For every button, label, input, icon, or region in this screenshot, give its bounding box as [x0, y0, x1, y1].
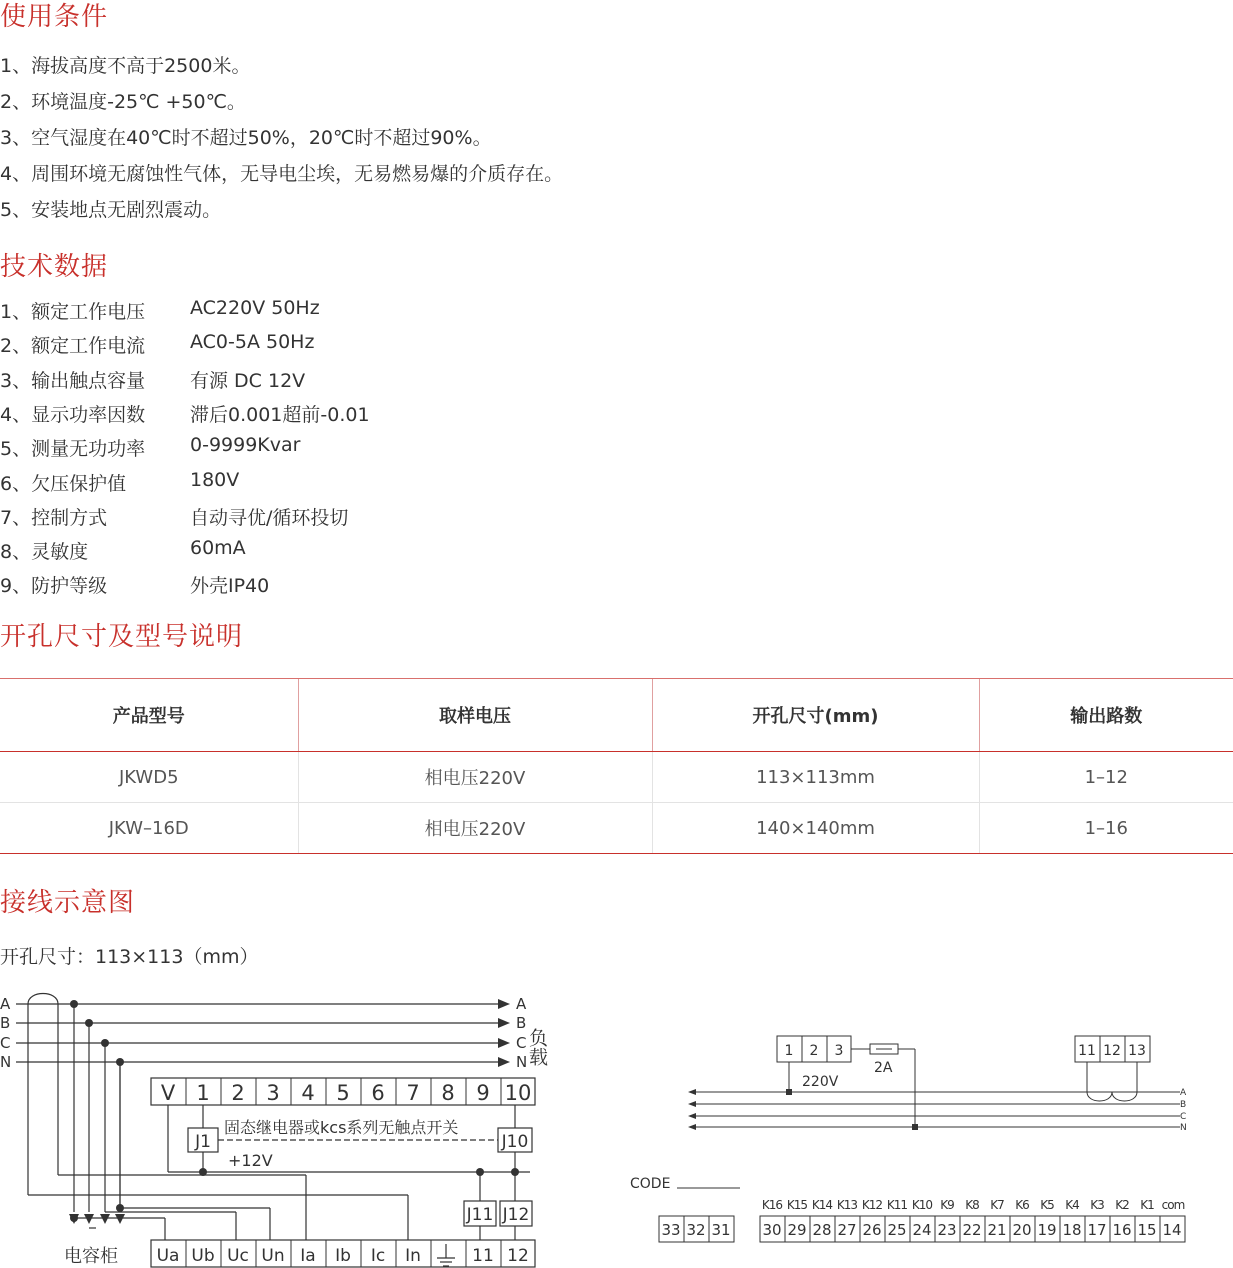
cell-cutout: 140×140mm — [652, 803, 979, 854]
j12-label: J12 — [502, 1205, 530, 1225]
small-terminal: 31 — [711, 1221, 731, 1239]
top-terminal: 4 — [301, 1081, 315, 1105]
tech-label-8: 8、灵敏度 — [0, 541, 89, 563]
top-terminal: 9 — [476, 1081, 490, 1105]
tech-value-6: 180V — [190, 469, 240, 491]
cell-outputs: 1–16 — [979, 803, 1233, 854]
load-label: 负载 — [526, 1028, 548, 1066]
k-label: K7 — [990, 1198, 1004, 1212]
right-phase-c: C — [1180, 1112, 1187, 1122]
k-label: K9 — [940, 1198, 954, 1212]
cell-voltage: 相电压220V — [298, 752, 652, 803]
phase-label-n: N — [0, 1053, 12, 1071]
tech-value-8: 60mA — [190, 537, 246, 559]
main-terminal: 28 — [812, 1221, 832, 1239]
main-terminal: 19 — [1037, 1221, 1057, 1239]
j11-label: J11 — [466, 1205, 494, 1225]
top-terminal: 8 — [441, 1081, 455, 1105]
tech-label-6: 6、欠压保护值 — [0, 473, 127, 495]
condition-item-2: 2、环境温度-25℃ +50℃。 — [0, 91, 246, 113]
bottom-terminal: Ia — [300, 1246, 316, 1266]
main-terminal: 25 — [887, 1221, 907, 1239]
k-label: K2 — [1115, 1198, 1129, 1212]
cell-voltage: 相电压220V — [298, 803, 652, 854]
k-label: K5 — [1040, 1198, 1054, 1212]
load-phase-n: N — [516, 1053, 528, 1071]
col-header-voltage: 取样电压 — [298, 679, 652, 752]
top-terminal: 6 — [371, 1081, 385, 1105]
main-terminal: 27 — [837, 1221, 857, 1239]
k-label: K8 — [965, 1198, 979, 1212]
condition-item-5: 5、安装地点无剧烈震动。 — [0, 199, 222, 221]
tech-value-1: AC220V 50Hz — [190, 297, 320, 319]
col-header-model: 产品型号 — [0, 679, 298, 752]
fuse-label: 2A — [874, 1060, 893, 1076]
k-label: K15 — [786, 1198, 808, 1212]
right-phase-a: A — [1180, 1088, 1187, 1098]
tech-value-9: 外壳IP40 — [190, 575, 270, 597]
top-terminal: 1 — [196, 1081, 210, 1105]
main-terminal: 23 — [937, 1221, 957, 1239]
code-label: CODE — [630, 1176, 671, 1192]
tech-title: 技术数据 — [0, 252, 109, 282]
tech-label-4: 4、显示功率因数 — [0, 404, 146, 426]
cell-cutout: 113×113mm — [652, 752, 979, 803]
tech-value-2: AC0-5A 50Hz — [190, 331, 315, 353]
main-terminal: 24 — [912, 1221, 932, 1239]
k-label: K1 — [1140, 1198, 1154, 1212]
top-terminal: 10 — [504, 1081, 532, 1105]
load-phase-c: C — [516, 1034, 527, 1052]
ct-terminal: 13 — [1128, 1043, 1146, 1059]
capacitor-cabinet-label: 电容柜 — [64, 1246, 118, 1267]
main-terminal: 15 — [1137, 1221, 1157, 1239]
main-terminal: 26 — [862, 1221, 882, 1239]
main-terminal: 29 — [787, 1221, 807, 1239]
cell-model: JKW–16D — [0, 803, 298, 854]
cutout-size-note: 开孔尺寸：113×113（mm） — [0, 946, 259, 968]
k-label: K14 — [811, 1198, 833, 1212]
bottom-terminal: Ub — [191, 1246, 215, 1266]
main-terminal: 20 — [1012, 1221, 1032, 1239]
tech-label-1: 1、额定工作电压 — [0, 301, 146, 323]
table-row — [0, 803, 1233, 854]
supply-terminal: 1 — [784, 1043, 794, 1059]
plus12v-label: +12V — [228, 1151, 273, 1170]
tech-label-5: 5、测量无功功率 — [0, 438, 146, 460]
main-terminal: 30 — [762, 1221, 782, 1239]
col-header-cutout: 开孔尺寸(mm) — [652, 679, 979, 752]
k-label: K11 — [886, 1198, 908, 1212]
bottom-terminal: In — [405, 1246, 421, 1266]
bottom-terminal: 11 — [472, 1246, 494, 1266]
ct-terminal: 11 — [1078, 1043, 1096, 1059]
main-terminal: 17 — [1087, 1221, 1107, 1239]
condition-item-1: 1、海拔高度不高于2500米。 — [0, 55, 251, 77]
supply-terminal: 2 — [809, 1043, 819, 1059]
load-phase-b: B — [516, 1014, 527, 1032]
tech-label-2: 2、额定工作电流 — [0, 335, 146, 357]
j10-label: J10 — [501, 1132, 529, 1152]
models-title: 开孔尺寸及型号说明 — [0, 622, 244, 652]
tech-value-7: 自动寻优/循环投切 — [190, 507, 349, 529]
tech-value-5: 0-9999Kvar — [190, 434, 301, 456]
phase-label-c: C — [0, 1034, 11, 1052]
supply-terminal: 3 — [834, 1043, 844, 1059]
bottom-terminal: Un — [261, 1246, 285, 1266]
bottom-terminal: 12 — [507, 1246, 529, 1266]
k-label: K3 — [1090, 1198, 1104, 1212]
col-header-outputs: 输出路数 — [979, 679, 1233, 752]
tech-label-9: 9、防护等级 — [0, 575, 108, 597]
table-row — [0, 752, 1233, 803]
top-terminal: 3 — [266, 1081, 280, 1105]
right-phase-n: N — [1180, 1123, 1187, 1133]
ct-terminal: 12 — [1103, 1043, 1121, 1059]
main-terminal: 21 — [987, 1221, 1007, 1239]
model-table-header — [0, 679, 1233, 752]
main-terminal: 22 — [962, 1221, 982, 1239]
phase-label-b: B — [0, 1014, 11, 1032]
cell-model: JKWD5 — [0, 752, 298, 803]
k-label: K10 — [911, 1198, 933, 1212]
bottom-terminal: Ua — [156, 1246, 180, 1266]
conditions-title: 使用条件 — [0, 2, 109, 32]
k-label: com — [1161, 1198, 1185, 1212]
j1-label: J1 — [195, 1132, 211, 1152]
model-table — [0, 678, 1233, 854]
k-label: K4 — [1065, 1198, 1079, 1212]
small-terminal: 32 — [686, 1221, 706, 1239]
wiring-diagram-right — [620, 1030, 1233, 1268]
top-terminal: 7 — [406, 1081, 420, 1105]
phase-label-a: A — [0, 995, 11, 1013]
relay-note: 固态继电器或kcs系列无触点开关 — [224, 1118, 459, 1137]
top-terminal: 2 — [231, 1081, 245, 1105]
condition-item-4: 4、周围环境无腐蚀性气体，无导电尘埃，无易燃易爆的介质存在。 — [0, 163, 564, 185]
top-terminal: V — [160, 1081, 176, 1105]
wiring-diagram-left — [0, 990, 570, 1268]
k-label: K13 — [836, 1198, 858, 1212]
k-label: K16 — [761, 1198, 783, 1212]
voltage-label: 220V — [802, 1074, 839, 1090]
small-terminal: 33 — [661, 1221, 681, 1239]
bottom-terminal: Ib — [335, 1246, 351, 1266]
main-terminal: 16 — [1112, 1221, 1132, 1239]
right-phase-b: B — [1180, 1100, 1187, 1110]
main-terminal: 18 — [1062, 1221, 1082, 1239]
top-terminal: 5 — [336, 1081, 350, 1105]
condition-item-3: 3、空气湿度在40℃时不超过50%，20℃时不超过90%。 — [0, 127, 492, 149]
k-label: K6 — [1015, 1198, 1029, 1212]
tech-value-4: 滞后0.001超前-0.01 — [190, 404, 370, 426]
tech-label-7: 7、控制方式 — [0, 507, 108, 529]
wiring-title: 接线示意图 — [0, 888, 136, 918]
bottom-terminal: Uc — [227, 1246, 249, 1266]
tech-label-3: 3、输出触点容量 — [0, 370, 146, 392]
cell-outputs: 1–12 — [979, 752, 1233, 803]
k-label: K12 — [861, 1198, 883, 1212]
load-phase-a: A — [516, 995, 527, 1013]
tech-value-3: 有源 DC 12V — [190, 370, 306, 392]
bottom-terminal: Ic — [370, 1246, 386, 1266]
main-terminal: 14 — [1162, 1221, 1182, 1239]
